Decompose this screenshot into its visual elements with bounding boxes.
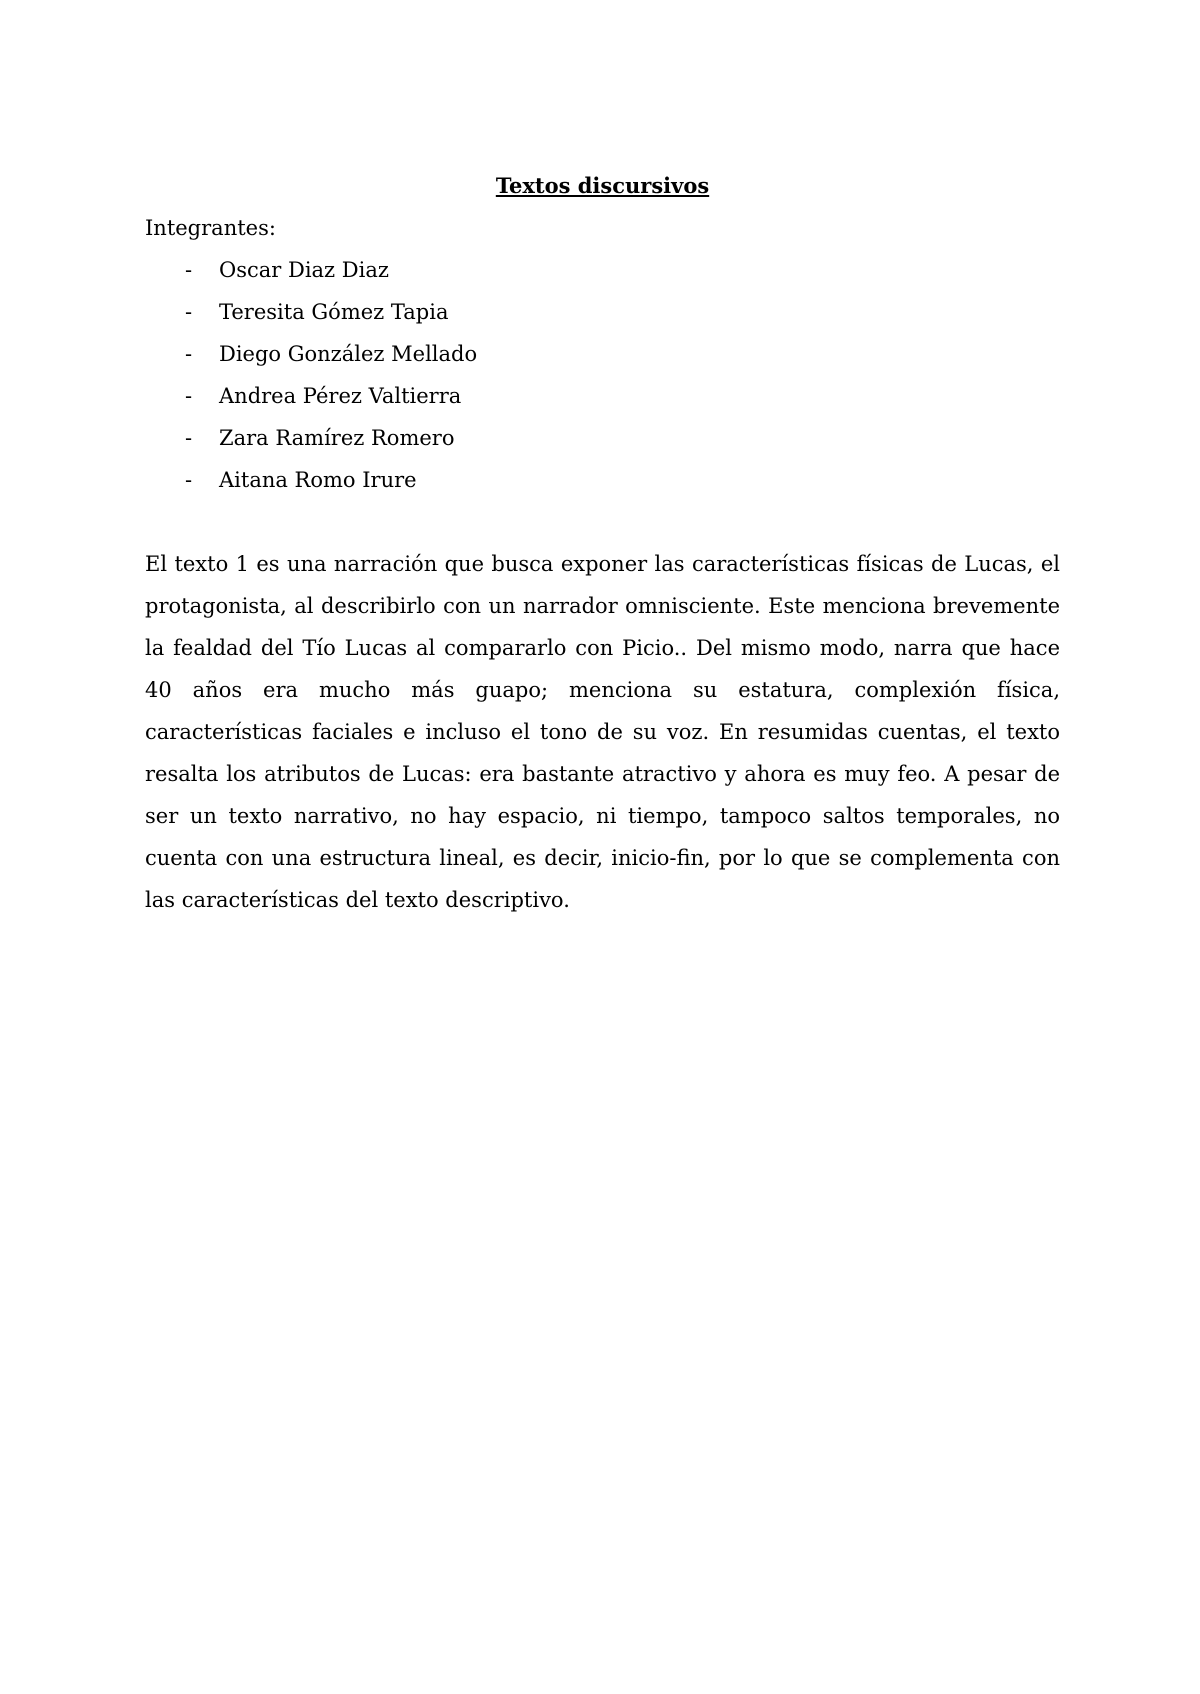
member-name: Aitana Romo Irure — [219, 468, 417, 492]
member-item — [145, 417, 1060, 459]
member-name: Andrea Pérez Valtierra — [219, 384, 462, 408]
document-content — [145, 165, 1060, 921]
member-item — [145, 249, 1060, 291]
list-dash: - — [185, 384, 193, 408]
member-item — [145, 459, 1060, 501]
members-label: Integrantes: — [145, 216, 276, 240]
list-dash: - — [185, 342, 193, 366]
member-item — [145, 333, 1060, 375]
list-dash: - — [185, 468, 193, 492]
member-item — [145, 291, 1060, 333]
body-paragraph: El texto 1 es una narración que busca exponer las características físicas de Lucas, el protagonista, al describirlo con un narrador omnisciente. Este menciona brevemente la fealdad del Tío Lucas al compararlo con Picio.. Del mismo modo, narra que hace 40 años era mucho más guapo; menciona su estatura, complexión física, características faciales e incluso el tono de su voz. En resumidas cuentas, el texto resalta los atributos de Lucas: era bastante atractivo y ahora es muy feo. A pesar de ser un texto narrativo, no hay espacio, ni tiempo, tampoco saltos temporales, no cuenta con una estructura lineal, es decir, inicio-fin, por lo que se complementa con las características del texto descriptivo. — [145, 552, 1060, 912]
member-list — [145, 249, 1060, 501]
document-title: Textos discursivos — [495, 173, 710, 198]
member-item — [145, 375, 1060, 417]
member-name: Oscar Diaz Diaz — [219, 258, 389, 282]
list-dash: - — [185, 426, 193, 450]
member-name: Teresita Gómez Tapia — [219, 300, 449, 324]
member-name: Zara Ramírez Romero — [219, 426, 455, 450]
list-dash: - — [185, 258, 193, 282]
member-name: Diego González Mellado — [219, 342, 478, 366]
list-dash: - — [185, 300, 193, 324]
